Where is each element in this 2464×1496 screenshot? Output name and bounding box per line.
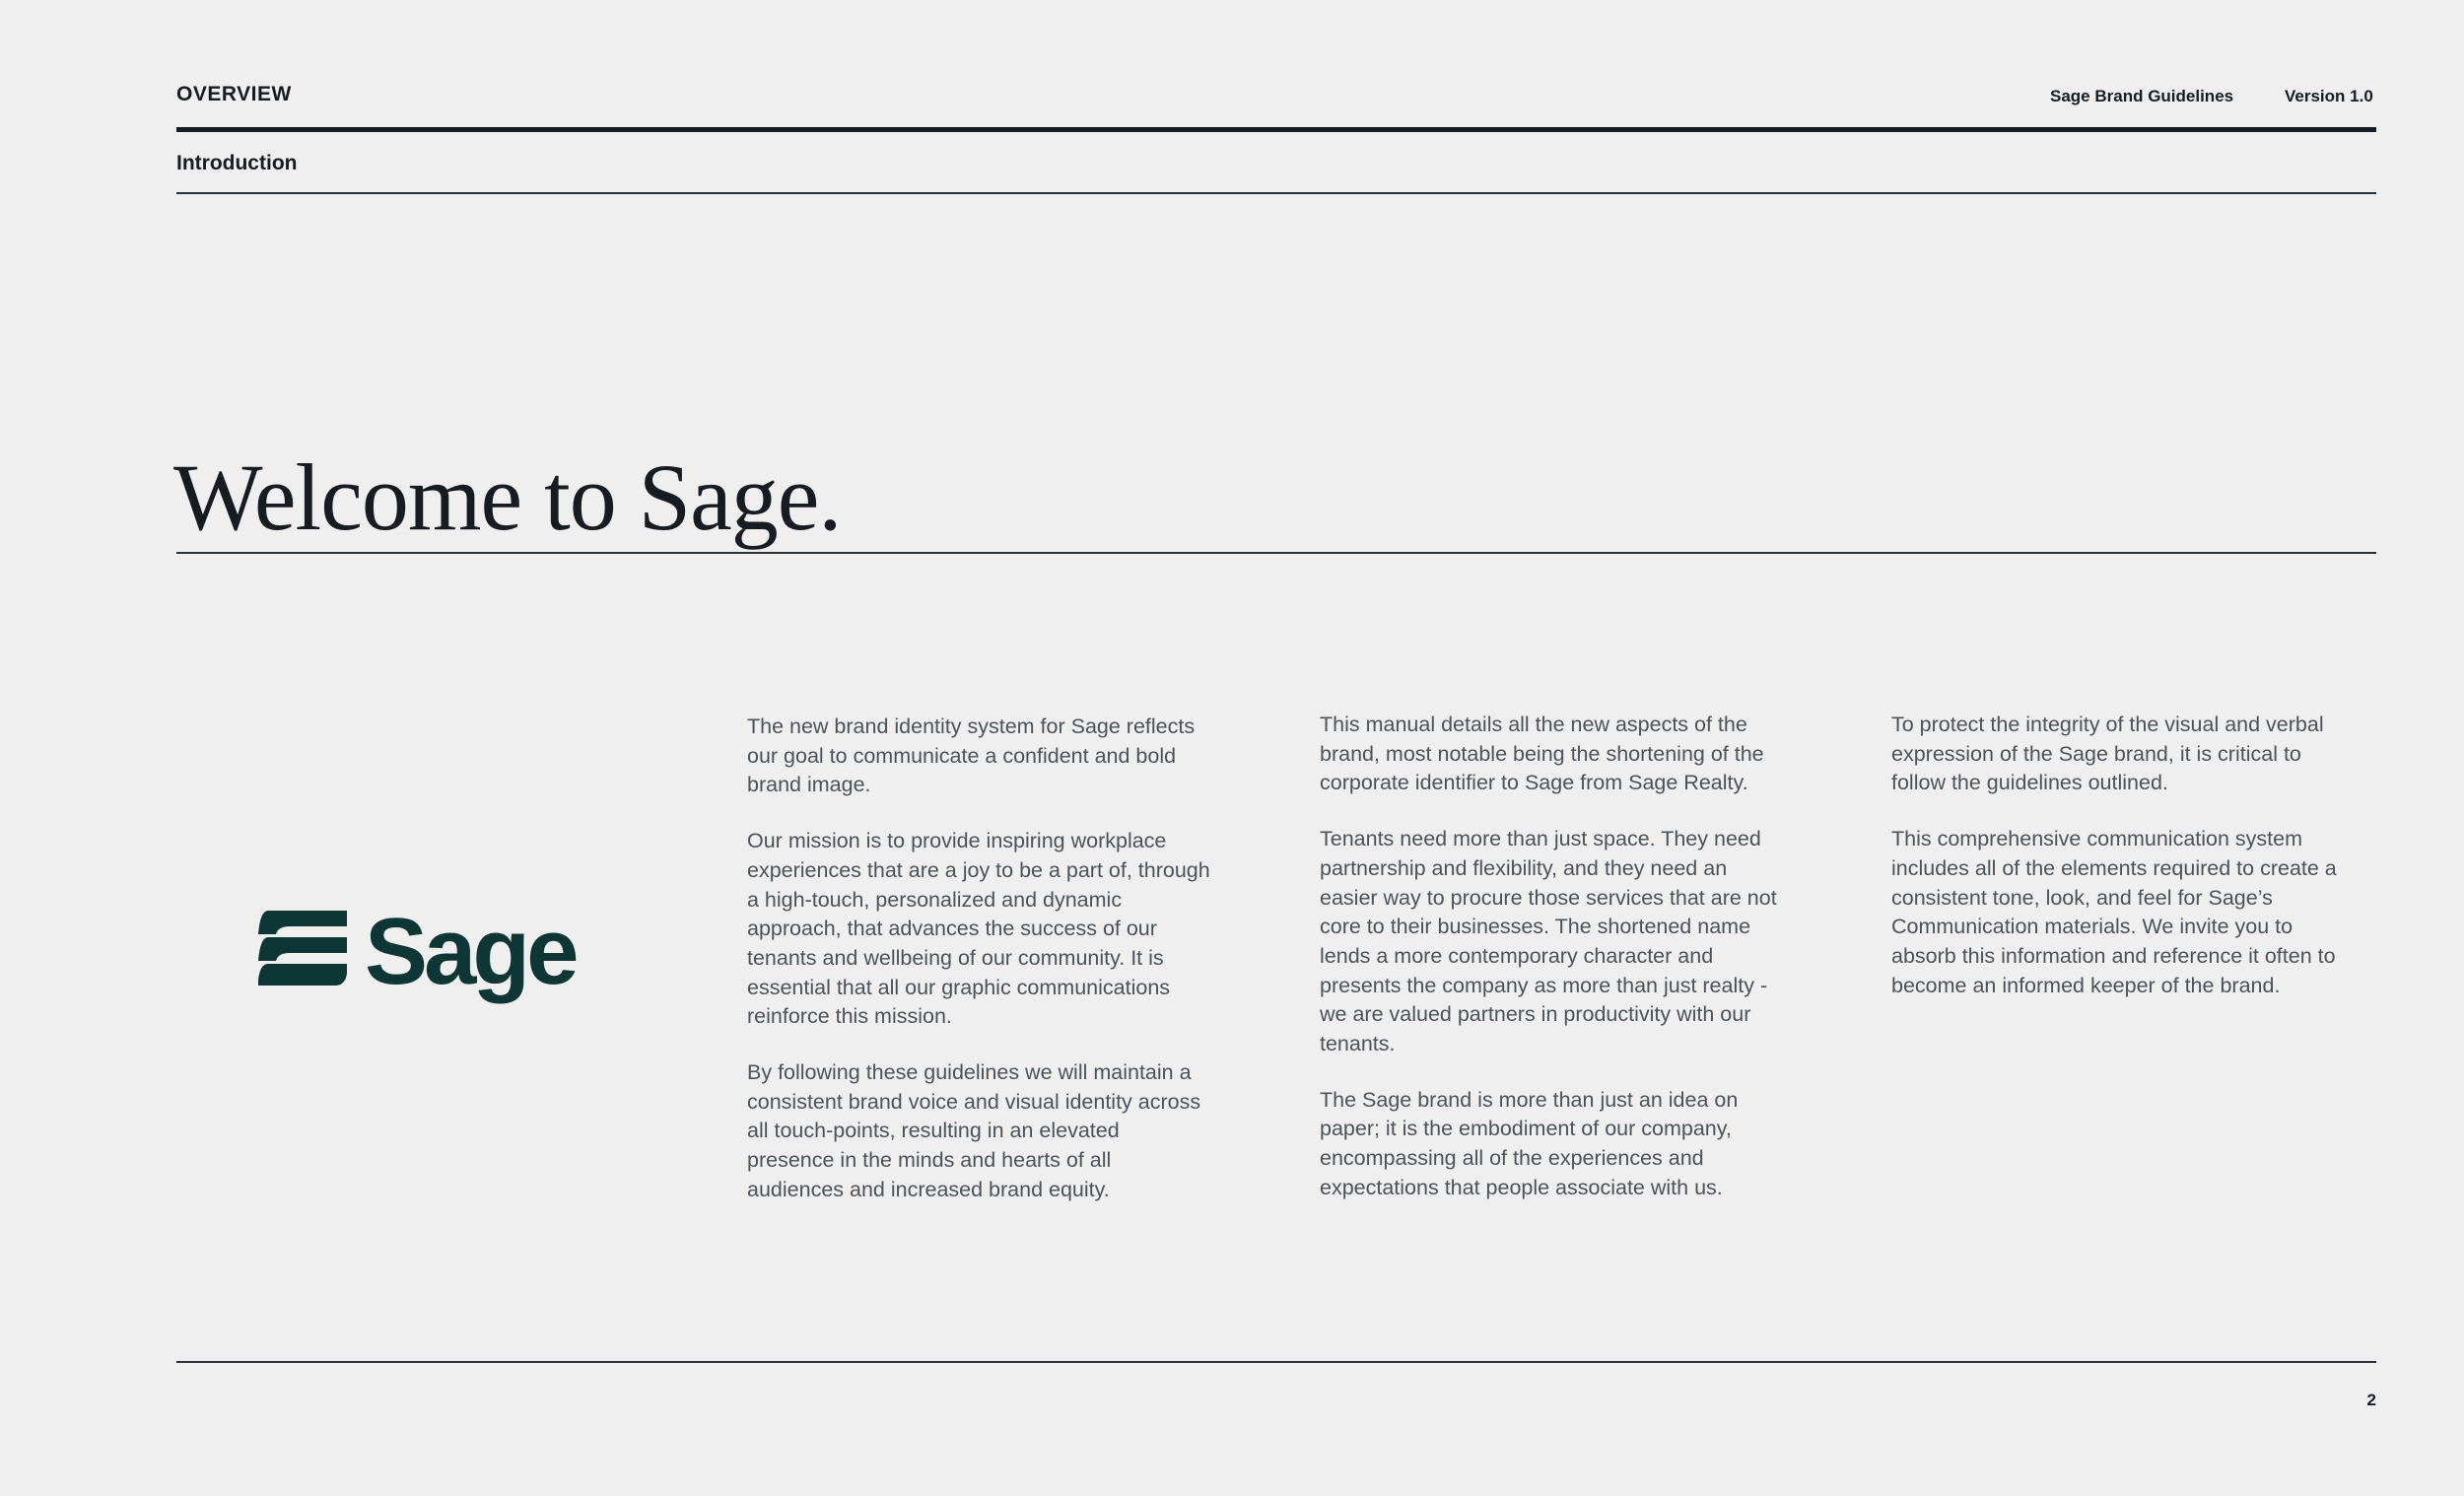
document-title: Sage Brand Guidelines — [2050, 87, 2234, 105]
sage-stripes-icon — [258, 911, 347, 986]
paragraph: Our mission is to provide inspiring workplace experiences that are a joy to be a part of, through a high-touch, personalized and dynamic approach, that advances the success of our tenants and wellbeing of our community. It is essential that all our graphic communications reinforce this mission. — [747, 829, 1210, 1029]
body-column-2 — [1320, 711, 1783, 1230]
subsection-divider — [176, 192, 2376, 194]
subsection-label: Introduction — [176, 152, 298, 174]
paragraph: The new brand identity system for Sage reflects our goal to communicate a confident and bold brand image. — [747, 714, 1196, 797]
paragraph: The Sage brand is more than just an idea on paper; it is the embodiment of our company, encompassing all of the experiences and expectations that people associate with us. — [1320, 1087, 1739, 1199]
page-title: Welcome to Sage. — [173, 444, 842, 550]
paragraph: This manual details all the new aspects of the brand, most notable being the shortening of the corporate identifier to Sage from Sage Realty. — [1320, 713, 1764, 795]
sage-logo — [258, 899, 583, 1010]
sage-wordmark: Sage — [365, 899, 576, 1004]
document-version: Version 1.0 — [2285, 87, 2373, 105]
paragraph: Tenants need more than just space. They need partnership and flexibility, and they need an easier way to procure those services that are not core to their businesses. The shortened name lends a more contemporary character and presents the company as more than just realty - we are valued partners in productivity with our tenants. — [1320, 827, 1777, 1056]
paragraph: This comprehensive communication system includes all of the elements required to create a consistent tone, look, and feel for Sage’s Communication materials. We invite you to absorb this information and reference it often to become an informed keeper of the brand. — [1891, 827, 2337, 997]
title-divider — [176, 552, 2376, 554]
page-number: 2 — [2366, 1391, 2376, 1409]
body-column-3 — [1891, 711, 2355, 1027]
footer-divider — [176, 1361, 2376, 1363]
paragraph: To protect the integrity of the visual and verbal expression of the Sage brand, it is critical to follow the guidelines outlined. — [1891, 713, 2324, 795]
header-divider — [176, 127, 2376, 132]
section-label: OVERVIEW — [176, 83, 292, 105]
paragraph: By following these guidelines we will maintain a consistent brand voice and visual identity across all touch-points, resulting in an elevated presence in the minds and hearts of all audiences and increased brand equity. — [747, 1060, 1201, 1201]
body-column-1 — [747, 713, 1210, 1232]
